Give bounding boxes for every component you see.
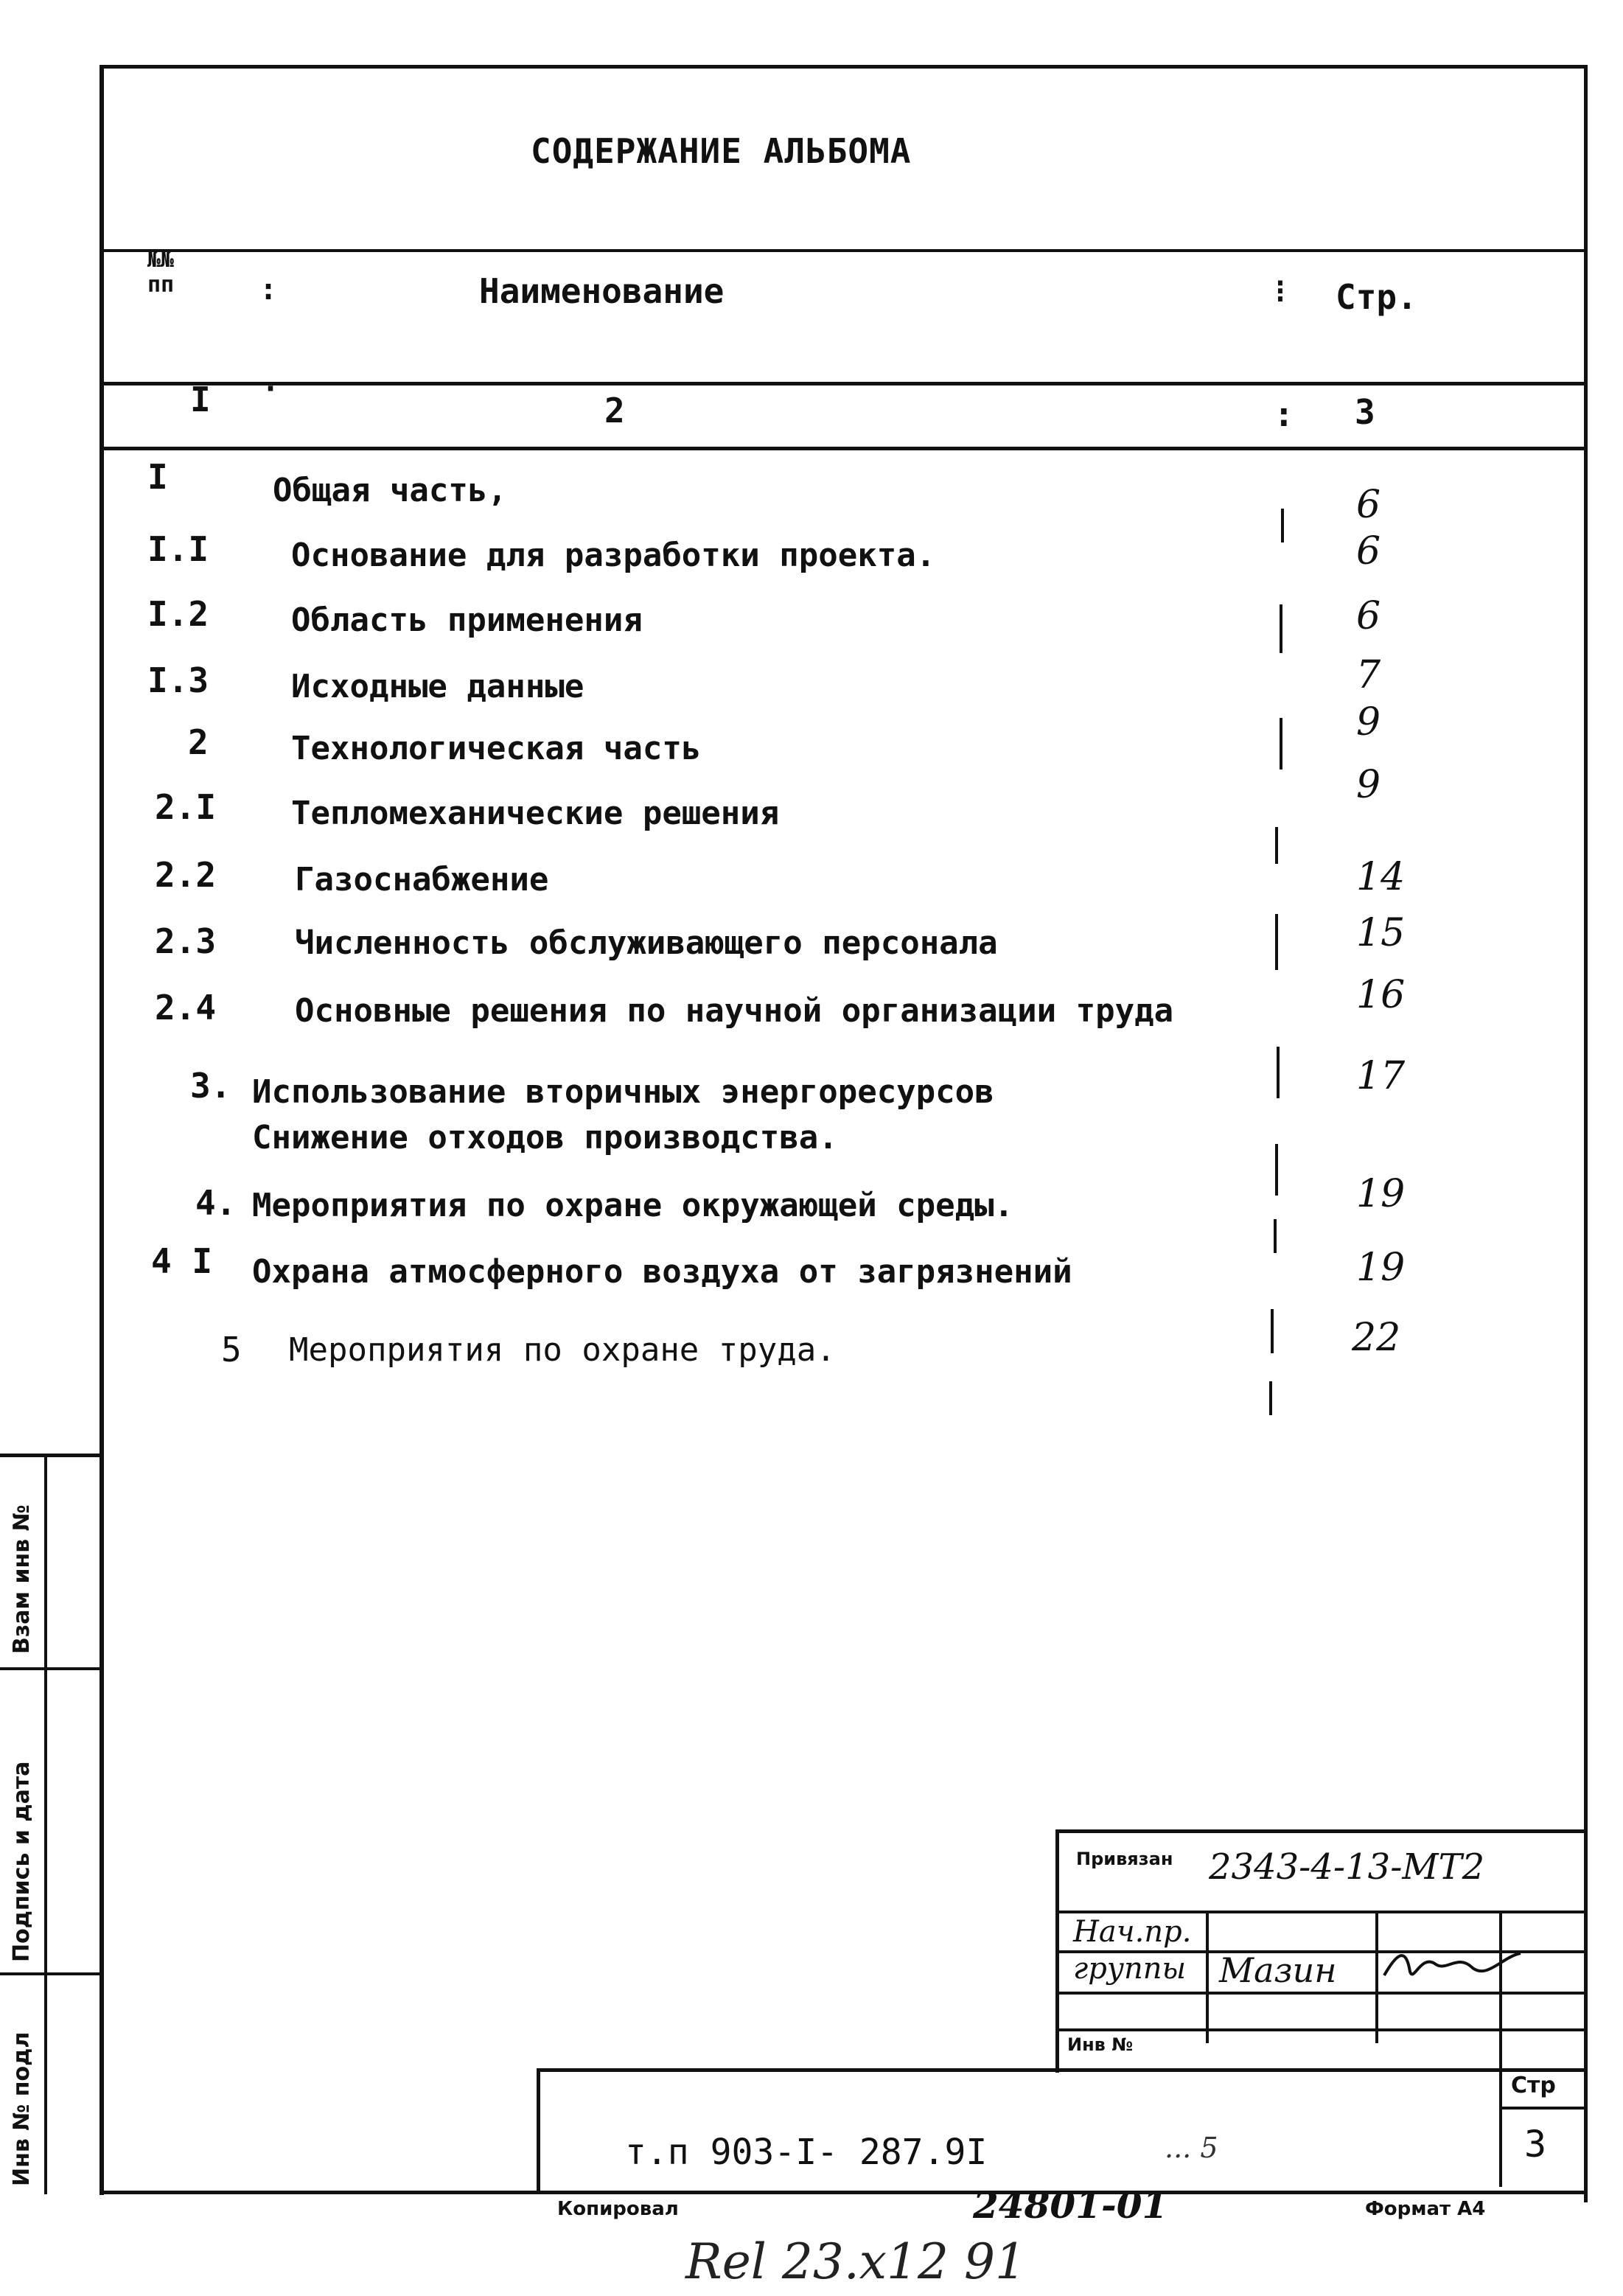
- stamp-str-label: Стр: [1511, 2073, 1556, 2098]
- stamp-line-1: [1055, 1911, 1585, 1913]
- row-2-page: 6: [1356, 529, 1381, 573]
- row-2-num: I.I: [147, 529, 209, 569]
- side-label-inv: Инв № подл: [9, 2031, 35, 2186]
- row-12-num: 4 I: [151, 1241, 213, 1281]
- row-10-text2: Снижение отходов производства.: [252, 1119, 838, 1156]
- side-label-podpis: Подпись и дата: [9, 1761, 35, 1962]
- signature-image: [1377, 1946, 1524, 1987]
- tick-5: [1275, 914, 1278, 970]
- stamp-nach-label: Нач.пр.: [1073, 1915, 1192, 1949]
- row-6-num: 2.I: [155, 787, 217, 827]
- header-name: Наименование: [479, 271, 725, 311]
- row-8-text: Численность обслуживающего персонала: [295, 924, 998, 962]
- row-3-num: I.2: [147, 594, 209, 634]
- format-label: Формат А4: [1365, 2198, 1486, 2220]
- stamp-str-value: 3: [1524, 2123, 1547, 2166]
- side-strip-line-2: [0, 1972, 103, 1975]
- row-5-num: 2: [188, 722, 209, 762]
- tick-4: [1275, 827, 1278, 864]
- tick-7: [1275, 1144, 1278, 1196]
- row-12-page: 19: [1356, 1246, 1406, 1290]
- stamp-privyazan-value: 2343-4-13-МТ2: [1209, 1846, 1485, 1888]
- row-10-page: 17: [1356, 1054, 1406, 1098]
- row-6-page: 9: [1356, 763, 1381, 807]
- row-1-text: Общая часть,: [273, 472, 507, 509]
- row-13-page: 22: [1352, 1316, 1401, 1360]
- header-sep-dots-2: ⁝: [1275, 273, 1285, 310]
- row-3-text: Область применения: [291, 601, 643, 639]
- row-2-text: Основание для разработки проекта.: [291, 537, 936, 574]
- stamp-line-3: [1055, 1992, 1585, 1995]
- bottom-number-hand: 24801-01: [973, 2183, 1168, 2227]
- stamp-top: [1055, 1829, 1585, 1833]
- header-num: №№ пп: [147, 247, 175, 298]
- page-title: СОДЕРЖАНИЕ АЛЬБОМА: [531, 131, 912, 171]
- tick-2: [1280, 604, 1282, 653]
- stamp-name: Мазин: [1219, 1950, 1337, 1990]
- row-4-page: 7: [1356, 653, 1381, 697]
- tick-1: [1281, 509, 1284, 542]
- colnum-bottom-line: [103, 447, 1586, 450]
- row-9-page: 16: [1356, 973, 1406, 1017]
- stamp-line-4: [1055, 2028, 1585, 2031]
- stamp-privyazan-label: Привязан: [1076, 1849, 1173, 1869]
- colnum-3: 3: [1355, 392, 1375, 432]
- bottom-scribble: Rel 23.x12 91: [685, 2233, 1026, 2290]
- row-5-page: 9: [1356, 700, 1381, 744]
- row-11-text: Мероприятия по охране окружающей среды.: [252, 1187, 1014, 1224]
- stamp-str-line: [1499, 2107, 1586, 2110]
- row-8-page: 15: [1356, 911, 1406, 955]
- row-13-num: 5: [221, 1330, 242, 1369]
- kopiroval-label: Копировал: [557, 2198, 679, 2220]
- stamp-vline-3: [1499, 1911, 1502, 2187]
- row-7-num: 2.2: [155, 855, 217, 895]
- row-9-text: Основные решения по научной организации труда: [295, 992, 1174, 1030]
- row-10-num: 3.: [190, 1066, 231, 1106]
- row-7-page: 14: [1356, 855, 1406, 899]
- frame-right-line: [1584, 65, 1588, 2202]
- row-5-text: Технологическая часть: [291, 730, 702, 767]
- row-6-text: Тепломеханические решения: [291, 795, 780, 832]
- side-label-vzam: Взам инв №: [9, 1504, 35, 1654]
- stamp-grupp-label: группы: [1073, 1952, 1187, 1986]
- side-strip-top: [0, 1454, 103, 1457]
- row-7-text: Газоснабжение: [295, 861, 549, 898]
- colnum-2: 2: [604, 391, 625, 430]
- tick-10: [1269, 1381, 1272, 1415]
- side-strip-line-1: [0, 1667, 103, 1670]
- tick-8: [1274, 1219, 1277, 1253]
- colnum-dot: ·: [262, 372, 280, 406]
- header-page: Стр.: [1336, 277, 1417, 317]
- lower-stamp-top: [537, 2068, 1586, 2072]
- row-4-num: I.3: [147, 660, 209, 700]
- header-sep-dots: :: [259, 273, 278, 307]
- row-1-page: 6: [1356, 483, 1381, 527]
- stamp-vline-2: [1375, 1911, 1378, 2043]
- header-bottom-line: [103, 382, 1586, 385]
- header-top-line: [103, 249, 1586, 252]
- stamp-doc-code: т.п 903-I- 287.9I: [625, 2132, 988, 2173]
- frame-bottom-line: [100, 2191, 1588, 2194]
- tick-9: [1271, 1309, 1274, 1353]
- row-12-text: Охрана атмосферного воздуха от загрязнений: [252, 1253, 1072, 1291]
- frame-top-line: [100, 65, 1587, 69]
- stamp-vline-1: [1206, 1911, 1209, 2043]
- lower-stamp-left: [537, 2068, 540, 2194]
- row-8-num: 2.3: [155, 921, 217, 961]
- row-11-num: 4.: [195, 1183, 237, 1223]
- side-strip-right: [44, 1454, 47, 2194]
- stamp-doc-code-hand: ... 5: [1165, 2132, 1218, 2164]
- tick-3: [1280, 718, 1282, 770]
- row-9-num: 2.4: [155, 988, 217, 1027]
- colnum-1: I: [190, 380, 211, 419]
- row-13-text: Мероприятия по охране труда.: [289, 1331, 836, 1369]
- row-4-text: Исходные данные: [291, 668, 584, 705]
- row-11-page: 19: [1356, 1172, 1406, 1216]
- row-3-page: 6: [1356, 594, 1381, 638]
- colnum-sep: :: [1274, 394, 1294, 434]
- row-1-num: I: [147, 457, 168, 497]
- stamp-inv-label: Инв №: [1067, 2034, 1134, 2055]
- tick-6: [1277, 1047, 1280, 1098]
- row-10-text: Использование вторичных энергоресурсов: [252, 1073, 994, 1111]
